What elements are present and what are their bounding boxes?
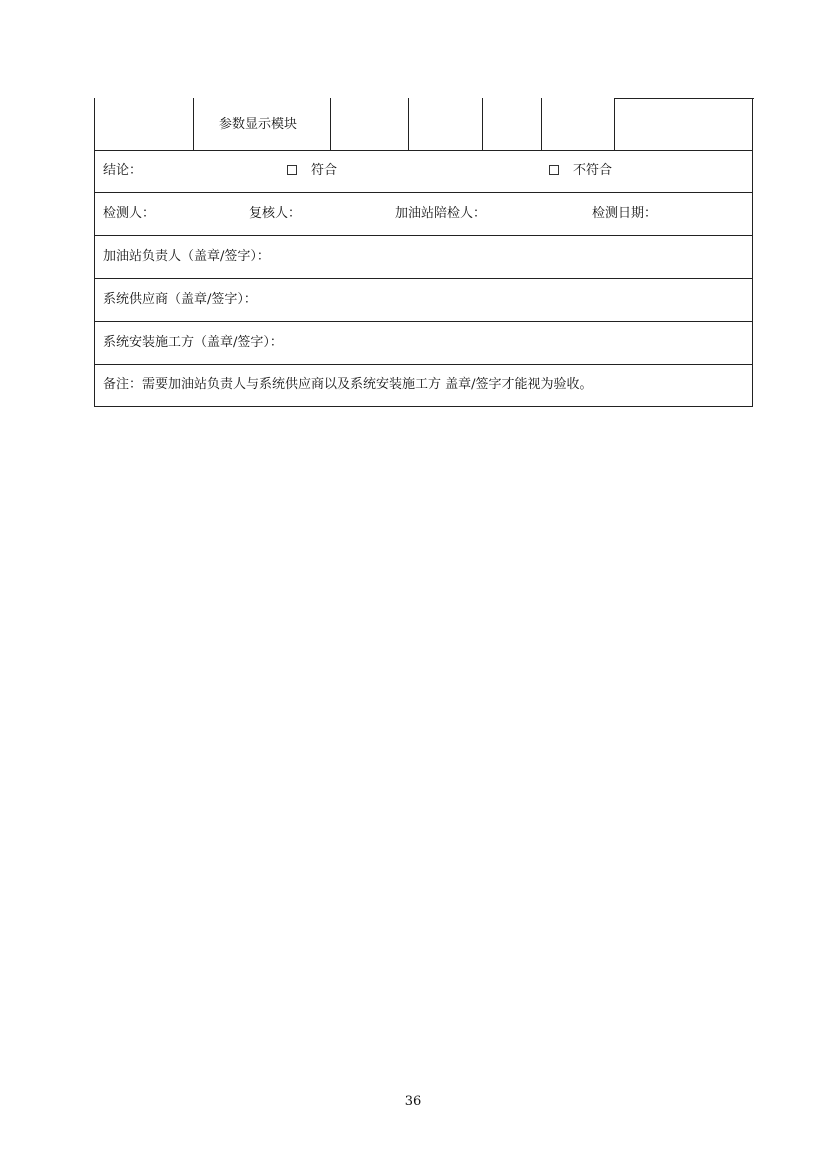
cell-divider xyxy=(330,98,331,150)
installer-label: 系统安装施工方（盖章/签字）： xyxy=(103,335,283,350)
table-row-inspectors xyxy=(95,192,752,235)
cell-divider xyxy=(614,98,615,150)
station-manager-label: 加油站负责人（盖章/签字）： xyxy=(103,249,270,264)
reviewer-label: 复核人： xyxy=(249,206,302,221)
inspection-date-label: 检测日期： xyxy=(592,206,658,221)
table-row-system-supplier xyxy=(95,278,752,321)
conclusion-label: 结论： xyxy=(103,163,143,178)
fail-checkbox[interactable] xyxy=(549,163,612,179)
checkbox-icon xyxy=(287,165,297,175)
cell-divider xyxy=(408,98,409,150)
pass-label: 符合 xyxy=(311,163,338,178)
table-row-remark xyxy=(95,364,752,406)
table-row-module xyxy=(95,98,752,150)
table-row-installer xyxy=(95,321,752,364)
pass-checkbox[interactable] xyxy=(287,163,337,179)
fail-label: 不符合 xyxy=(573,163,613,178)
checkbox-icon xyxy=(549,165,559,175)
system-supplier-label: 系统供应商（盖章/签字）： xyxy=(103,292,257,307)
remark-text: 备注：需要加油站负责人与系统供应商以及系统安装施工方 盖章/签字才能视为验收。 xyxy=(103,377,593,392)
acceptance-table xyxy=(94,98,753,407)
table-row-conclusion xyxy=(95,150,752,192)
module-name-cell: 参数显示模块 xyxy=(219,117,298,132)
cell-divider xyxy=(193,98,194,150)
table-row-station-manager xyxy=(95,235,752,278)
inspector-label: 检测人： xyxy=(103,206,156,221)
page-number: 36 xyxy=(404,1094,422,1109)
station-escort-label: 加油站陪检人： xyxy=(395,206,487,221)
cell-divider xyxy=(541,98,542,150)
cell-divider xyxy=(482,98,483,150)
